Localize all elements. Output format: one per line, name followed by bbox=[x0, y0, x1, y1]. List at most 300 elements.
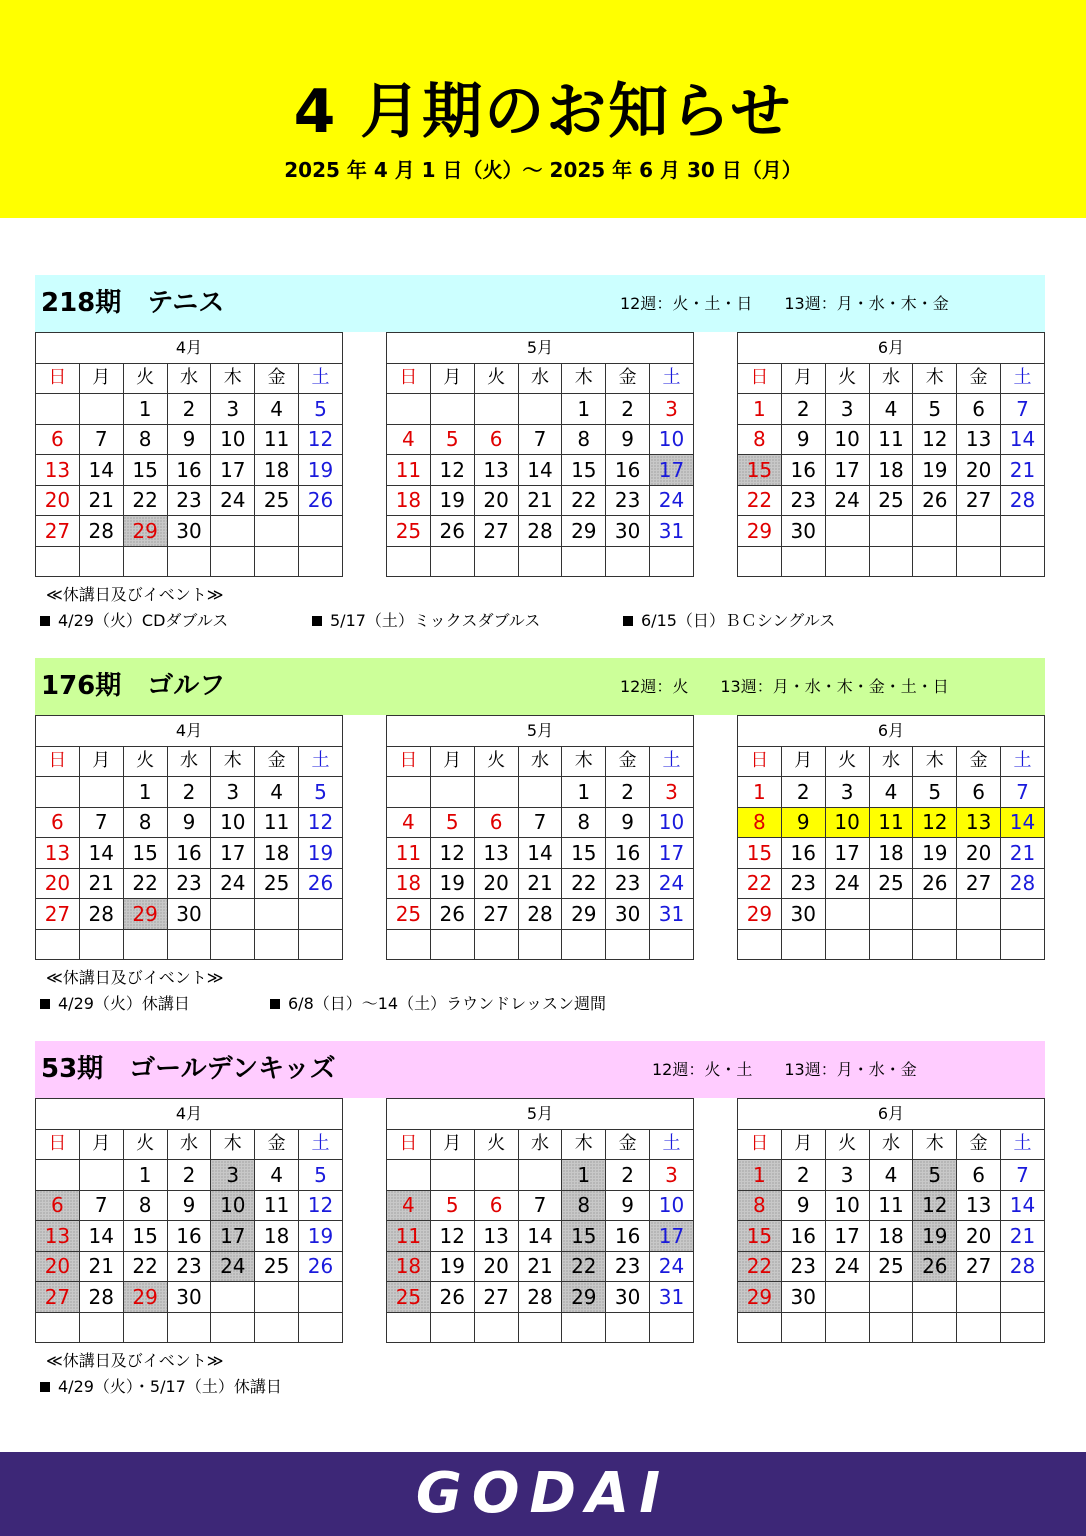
day-cell: 1 bbox=[123, 777, 167, 808]
section-name: 176期 ゴルフ bbox=[41, 671, 226, 701]
day-cell: 7 bbox=[518, 1190, 562, 1221]
day-cell: 6 bbox=[957, 394, 1001, 425]
weekday-header: 日 bbox=[387, 363, 431, 394]
day-cell bbox=[957, 929, 1001, 960]
weekday-header: 火 bbox=[825, 1129, 869, 1160]
day-cell: 2 bbox=[781, 1160, 825, 1191]
day-cell: 30 bbox=[781, 1282, 825, 1313]
day-cell bbox=[299, 1282, 343, 1313]
day-cell: 11 bbox=[869, 424, 913, 455]
day-cell bbox=[430, 394, 474, 425]
day-cell: 28 bbox=[79, 516, 123, 547]
day-cell: 27 bbox=[474, 516, 518, 547]
day-cell: 21 bbox=[79, 868, 123, 899]
day-cell: 22 bbox=[123, 485, 167, 516]
event-note-text: 4/29（火）・5/17（土）休講日 bbox=[58, 1377, 282, 1396]
weekday-header: 金 bbox=[255, 363, 299, 394]
day-cell: 6 bbox=[36, 807, 80, 838]
weekday-header: 月 bbox=[430, 746, 474, 777]
weekday-header: 金 bbox=[957, 746, 1001, 777]
day-cell bbox=[36, 929, 80, 960]
day-cell bbox=[913, 929, 957, 960]
day-cell: 10 bbox=[825, 807, 869, 838]
day-cell: 23 bbox=[781, 485, 825, 516]
day-cell: 11 bbox=[387, 455, 431, 486]
day-cell: 29 bbox=[562, 1282, 606, 1313]
notes-title: ≪休講日及びイベント≫ bbox=[46, 968, 224, 987]
day-cell: 22 bbox=[562, 868, 606, 899]
day-cell: 8 bbox=[123, 424, 167, 455]
weekday-header: 木 bbox=[562, 1129, 606, 1160]
day-cell bbox=[1001, 1312, 1045, 1343]
day-cell: 21 bbox=[1001, 838, 1045, 869]
notes-title: ≪休講日及びイベント≫ bbox=[46, 1351, 224, 1370]
notes-title: ≪休講日及びイベント≫ bbox=[46, 585, 224, 604]
day-cell: 27 bbox=[957, 485, 1001, 516]
day-cell: 28 bbox=[1001, 485, 1045, 516]
weekday-header: 金 bbox=[606, 746, 650, 777]
day-cell: 25 bbox=[869, 868, 913, 899]
weekday-header: 火 bbox=[825, 746, 869, 777]
weekday-header: 土 bbox=[299, 746, 343, 777]
day-cell: 15 bbox=[123, 455, 167, 486]
day-cell: 4 bbox=[869, 394, 913, 425]
day-cell: 16 bbox=[167, 455, 211, 486]
day-cell bbox=[123, 1312, 167, 1343]
day-cell: 29 bbox=[123, 899, 167, 930]
day-cell: 11 bbox=[255, 807, 299, 838]
day-cell bbox=[255, 899, 299, 930]
day-cell: 3 bbox=[211, 394, 255, 425]
day-cell: 10 bbox=[650, 807, 694, 838]
month-calendar bbox=[35, 332, 343, 577]
day-cell bbox=[167, 929, 211, 960]
day-cell: 15 bbox=[738, 838, 782, 869]
day-cell bbox=[299, 899, 343, 930]
day-cell: 22 bbox=[123, 1251, 167, 1282]
day-cell: 19 bbox=[299, 455, 343, 486]
day-cell: 10 bbox=[825, 424, 869, 455]
day-cell bbox=[123, 929, 167, 960]
day-cell: 27 bbox=[474, 899, 518, 930]
month-header: 4月 bbox=[36, 333, 343, 364]
day-cell: 9 bbox=[606, 424, 650, 455]
day-cell bbox=[79, 929, 123, 960]
day-cell: 14 bbox=[79, 1221, 123, 1252]
day-cell bbox=[474, 394, 518, 425]
day-cell bbox=[518, 929, 562, 960]
day-cell: 4 bbox=[387, 1190, 431, 1221]
day-cell bbox=[913, 546, 957, 577]
day-cell: 15 bbox=[738, 1221, 782, 1252]
day-cell: 11 bbox=[255, 1190, 299, 1221]
day-cell bbox=[562, 1312, 606, 1343]
day-cell: 1 bbox=[562, 1160, 606, 1191]
day-cell: 9 bbox=[606, 1190, 650, 1221]
day-cell: 4 bbox=[255, 394, 299, 425]
day-cell: 20 bbox=[36, 1251, 80, 1282]
day-cell: 30 bbox=[781, 899, 825, 930]
period-subtitle: 2025 年 4 月 1 日（火）～ 2025 年 6 月 30 日（月） bbox=[284, 158, 802, 182]
day-cell bbox=[167, 546, 211, 577]
day-cell: 19 bbox=[430, 485, 474, 516]
day-cell: 14 bbox=[79, 455, 123, 486]
day-cell: 25 bbox=[387, 899, 431, 930]
day-cell: 13 bbox=[474, 455, 518, 486]
day-cell: 26 bbox=[299, 868, 343, 899]
day-cell: 17 bbox=[825, 838, 869, 869]
day-cell: 20 bbox=[957, 838, 1001, 869]
day-cell: 19 bbox=[430, 868, 474, 899]
day-cell: 26 bbox=[430, 1282, 474, 1313]
day-cell: 24 bbox=[825, 485, 869, 516]
day-cell bbox=[957, 546, 1001, 577]
day-cell: 15 bbox=[123, 1221, 167, 1252]
day-cell bbox=[1001, 929, 1045, 960]
day-cell: 20 bbox=[474, 485, 518, 516]
day-cell: 20 bbox=[36, 868, 80, 899]
day-cell: 18 bbox=[387, 868, 431, 899]
day-cell: 30 bbox=[167, 899, 211, 930]
weekday-header: 火 bbox=[123, 363, 167, 394]
day-cell: 1 bbox=[738, 394, 782, 425]
month-header: 6月 bbox=[738, 333, 1045, 364]
weekday-header: 月 bbox=[781, 363, 825, 394]
day-cell bbox=[825, 1282, 869, 1313]
day-cell: 4 bbox=[387, 424, 431, 455]
day-cell: 5 bbox=[299, 394, 343, 425]
day-cell bbox=[387, 777, 431, 808]
day-cell: 25 bbox=[255, 1251, 299, 1282]
weekday-header: 土 bbox=[299, 363, 343, 394]
day-cell bbox=[957, 516, 1001, 547]
month-calendar bbox=[737, 1098, 1045, 1343]
weekday-header: 日 bbox=[387, 1129, 431, 1160]
day-cell: 17 bbox=[825, 1221, 869, 1252]
day-cell: 9 bbox=[781, 807, 825, 838]
day-cell bbox=[299, 1312, 343, 1343]
day-cell bbox=[79, 546, 123, 577]
month-calendar bbox=[386, 1098, 694, 1343]
month-header: 4月 bbox=[36, 716, 343, 747]
day-cell bbox=[1001, 899, 1045, 930]
day-cell: 4 bbox=[869, 777, 913, 808]
day-cell: 6 bbox=[474, 807, 518, 838]
day-cell: 21 bbox=[1001, 1221, 1045, 1252]
day-cell: 7 bbox=[1001, 394, 1045, 425]
day-cell: 28 bbox=[518, 516, 562, 547]
day-cell: 15 bbox=[562, 455, 606, 486]
day-cell: 15 bbox=[562, 838, 606, 869]
weekday-header: 水 bbox=[869, 363, 913, 394]
day-cell: 29 bbox=[123, 1282, 167, 1313]
day-cell bbox=[474, 1160, 518, 1191]
day-cell: 25 bbox=[387, 516, 431, 547]
day-cell: 1 bbox=[738, 777, 782, 808]
weekday-header: 日 bbox=[738, 746, 782, 777]
day-cell: 23 bbox=[606, 868, 650, 899]
weekday-header: 月 bbox=[79, 363, 123, 394]
day-cell: 30 bbox=[606, 1282, 650, 1313]
day-cell: 13 bbox=[36, 455, 80, 486]
day-cell: 9 bbox=[167, 807, 211, 838]
day-cell bbox=[36, 777, 80, 808]
day-cell: 28 bbox=[1001, 1251, 1045, 1282]
day-cell bbox=[913, 899, 957, 930]
day-cell: 7 bbox=[518, 807, 562, 838]
weekday-header: 土 bbox=[1001, 363, 1045, 394]
day-cell: 25 bbox=[255, 868, 299, 899]
day-cell: 12 bbox=[430, 838, 474, 869]
day-cell: 5 bbox=[430, 807, 474, 838]
day-cell bbox=[1001, 516, 1045, 547]
day-cell: 14 bbox=[518, 838, 562, 869]
day-cell: 30 bbox=[781, 516, 825, 547]
day-cell bbox=[299, 929, 343, 960]
day-cell: 19 bbox=[913, 1221, 957, 1252]
day-cell bbox=[869, 899, 913, 930]
day-cell: 2 bbox=[606, 394, 650, 425]
day-cell: 10 bbox=[650, 424, 694, 455]
day-cell bbox=[650, 929, 694, 960]
day-cell: 5 bbox=[913, 1160, 957, 1191]
day-cell: 23 bbox=[781, 1251, 825, 1282]
day-cell: 12 bbox=[299, 807, 343, 838]
day-cell bbox=[518, 1160, 562, 1191]
weekday-header: 水 bbox=[167, 363, 211, 394]
day-cell: 20 bbox=[474, 868, 518, 899]
day-cell: 24 bbox=[650, 868, 694, 899]
day-cell bbox=[474, 1312, 518, 1343]
day-cell bbox=[869, 1312, 913, 1343]
day-cell: 30 bbox=[167, 1282, 211, 1313]
day-cell bbox=[913, 1282, 957, 1313]
day-cell bbox=[79, 777, 123, 808]
weekday-header: 月 bbox=[430, 363, 474, 394]
day-cell bbox=[738, 1312, 782, 1343]
day-cell: 2 bbox=[167, 777, 211, 808]
day-cell: 14 bbox=[518, 455, 562, 486]
day-cell: 6 bbox=[36, 1190, 80, 1221]
day-cell: 11 bbox=[869, 807, 913, 838]
bullet-square-icon bbox=[40, 999, 50, 1009]
day-cell: 2 bbox=[167, 394, 211, 425]
day-cell: 6 bbox=[957, 1160, 1001, 1191]
day-cell: 22 bbox=[562, 1251, 606, 1282]
day-cell: 12 bbox=[913, 807, 957, 838]
day-cell: 29 bbox=[738, 1282, 782, 1313]
day-cell: 27 bbox=[36, 1282, 80, 1313]
day-cell: 2 bbox=[781, 777, 825, 808]
day-cell: 9 bbox=[167, 1190, 211, 1221]
day-cell bbox=[781, 929, 825, 960]
day-cell: 24 bbox=[211, 1251, 255, 1282]
weekday-header: 日 bbox=[36, 363, 80, 394]
day-cell: 4 bbox=[255, 1160, 299, 1191]
weekday-header: 水 bbox=[518, 1129, 562, 1160]
day-cell: 10 bbox=[211, 424, 255, 455]
day-cell: 7 bbox=[518, 424, 562, 455]
day-cell: 19 bbox=[913, 838, 957, 869]
day-cell bbox=[430, 1312, 474, 1343]
day-cell: 10 bbox=[825, 1190, 869, 1221]
day-cell: 2 bbox=[606, 777, 650, 808]
month-calendar bbox=[386, 715, 694, 960]
day-cell bbox=[387, 1160, 431, 1191]
month-calendar bbox=[35, 1098, 343, 1343]
day-cell: 22 bbox=[738, 1251, 782, 1282]
weekday-header: 木 bbox=[913, 1129, 957, 1160]
day-cell: 18 bbox=[869, 455, 913, 486]
day-cell: 2 bbox=[606, 1160, 650, 1191]
event-note bbox=[312, 610, 540, 632]
day-cell: 9 bbox=[781, 424, 825, 455]
day-cell: 16 bbox=[781, 455, 825, 486]
month-header: 6月 bbox=[738, 1099, 1045, 1130]
day-cell: 3 bbox=[825, 777, 869, 808]
day-cell bbox=[869, 929, 913, 960]
weekday-header: 水 bbox=[167, 746, 211, 777]
day-cell: 14 bbox=[1001, 1190, 1045, 1221]
day-cell: 27 bbox=[474, 1282, 518, 1313]
section-banner bbox=[35, 1041, 1045, 1098]
weekday-header: 土 bbox=[650, 363, 694, 394]
day-cell bbox=[1001, 546, 1045, 577]
day-cell: 27 bbox=[957, 868, 1001, 899]
day-cell: 21 bbox=[79, 1251, 123, 1282]
day-cell: 1 bbox=[738, 1160, 782, 1191]
day-cell bbox=[957, 899, 1001, 930]
day-cell bbox=[606, 546, 650, 577]
day-cell: 15 bbox=[738, 455, 782, 486]
day-cell: 29 bbox=[562, 516, 606, 547]
day-cell: 23 bbox=[167, 485, 211, 516]
day-cell bbox=[430, 777, 474, 808]
day-cell: 16 bbox=[781, 838, 825, 869]
day-cell: 9 bbox=[606, 807, 650, 838]
day-cell: 13 bbox=[957, 1190, 1001, 1221]
event-note bbox=[40, 993, 190, 1015]
day-cell bbox=[36, 1160, 80, 1191]
day-cell bbox=[518, 394, 562, 425]
day-cell: 18 bbox=[255, 1221, 299, 1252]
day-cell: 6 bbox=[36, 424, 80, 455]
day-cell bbox=[211, 1312, 255, 1343]
day-cell: 19 bbox=[913, 455, 957, 486]
day-cell bbox=[913, 1312, 957, 1343]
day-cell: 17 bbox=[825, 455, 869, 486]
day-cell: 17 bbox=[211, 1221, 255, 1252]
day-cell: 19 bbox=[299, 1221, 343, 1252]
day-cell: 30 bbox=[606, 516, 650, 547]
weekday-header: 木 bbox=[913, 746, 957, 777]
day-cell: 2 bbox=[167, 1160, 211, 1191]
day-cell: 8 bbox=[123, 807, 167, 838]
day-cell: 29 bbox=[738, 516, 782, 547]
day-cell bbox=[650, 1312, 694, 1343]
day-cell: 8 bbox=[123, 1190, 167, 1221]
day-cell: 25 bbox=[869, 485, 913, 516]
day-cell: 9 bbox=[781, 1190, 825, 1221]
day-cell: 15 bbox=[123, 838, 167, 869]
day-cell: 6 bbox=[474, 1190, 518, 1221]
day-cell: 5 bbox=[913, 777, 957, 808]
day-cell: 13 bbox=[957, 807, 1001, 838]
day-cell: 17 bbox=[211, 838, 255, 869]
day-cell bbox=[474, 777, 518, 808]
day-cell: 20 bbox=[474, 1251, 518, 1282]
day-cell: 7 bbox=[79, 424, 123, 455]
weekday-header: 火 bbox=[474, 363, 518, 394]
day-cell bbox=[211, 546, 255, 577]
day-cell bbox=[255, 546, 299, 577]
day-cell bbox=[167, 1312, 211, 1343]
weekday-header: 水 bbox=[869, 746, 913, 777]
day-cell: 12 bbox=[299, 424, 343, 455]
day-cell: 5 bbox=[299, 1160, 343, 1191]
day-cell bbox=[387, 929, 431, 960]
bullet-square-icon bbox=[270, 999, 280, 1009]
day-cell: 6 bbox=[957, 777, 1001, 808]
month-calendar bbox=[35, 715, 343, 960]
month-header: 4月 bbox=[36, 1099, 343, 1130]
month-header: 5月 bbox=[387, 716, 694, 747]
day-cell: 26 bbox=[299, 485, 343, 516]
day-cell: 20 bbox=[957, 455, 1001, 486]
weekday-header: 金 bbox=[957, 1129, 1001, 1160]
weekday-header: 日 bbox=[36, 1129, 80, 1160]
day-cell: 17 bbox=[650, 838, 694, 869]
day-cell bbox=[562, 929, 606, 960]
day-cell: 17 bbox=[211, 455, 255, 486]
day-cell bbox=[957, 1312, 1001, 1343]
day-cell: 21 bbox=[518, 868, 562, 899]
day-cell: 19 bbox=[299, 838, 343, 869]
weekday-header: 土 bbox=[299, 1129, 343, 1160]
weekday-header: 土 bbox=[1001, 746, 1045, 777]
day-cell: 29 bbox=[562, 899, 606, 930]
section-name: 53期 ゴールデンキッズ bbox=[41, 1054, 336, 1084]
day-cell: 16 bbox=[606, 838, 650, 869]
day-cell: 18 bbox=[255, 455, 299, 486]
day-cell: 21 bbox=[518, 1251, 562, 1282]
weekday-header: 金 bbox=[255, 1129, 299, 1160]
day-cell bbox=[1001, 1282, 1045, 1313]
day-cell: 12 bbox=[913, 1190, 957, 1221]
day-cell bbox=[869, 1282, 913, 1313]
weekday-header: 日 bbox=[36, 746, 80, 777]
section-name: 218期 テニス bbox=[41, 288, 225, 318]
day-cell: 18 bbox=[255, 838, 299, 869]
day-cell: 1 bbox=[562, 394, 606, 425]
day-cell: 28 bbox=[518, 899, 562, 930]
day-cell: 11 bbox=[255, 424, 299, 455]
day-cell: 22 bbox=[738, 868, 782, 899]
day-cell: 20 bbox=[957, 1221, 1001, 1252]
weekday-header: 火 bbox=[123, 746, 167, 777]
weekday-header: 月 bbox=[79, 1129, 123, 1160]
day-cell: 24 bbox=[650, 1251, 694, 1282]
day-cell: 18 bbox=[869, 838, 913, 869]
day-cell: 5 bbox=[430, 1190, 474, 1221]
day-cell: 23 bbox=[606, 485, 650, 516]
day-cell: 21 bbox=[518, 485, 562, 516]
day-cell bbox=[255, 929, 299, 960]
day-cell: 21 bbox=[1001, 455, 1045, 486]
day-cell: 11 bbox=[387, 1221, 431, 1252]
day-cell: 29 bbox=[738, 899, 782, 930]
day-cell: 23 bbox=[606, 1251, 650, 1282]
